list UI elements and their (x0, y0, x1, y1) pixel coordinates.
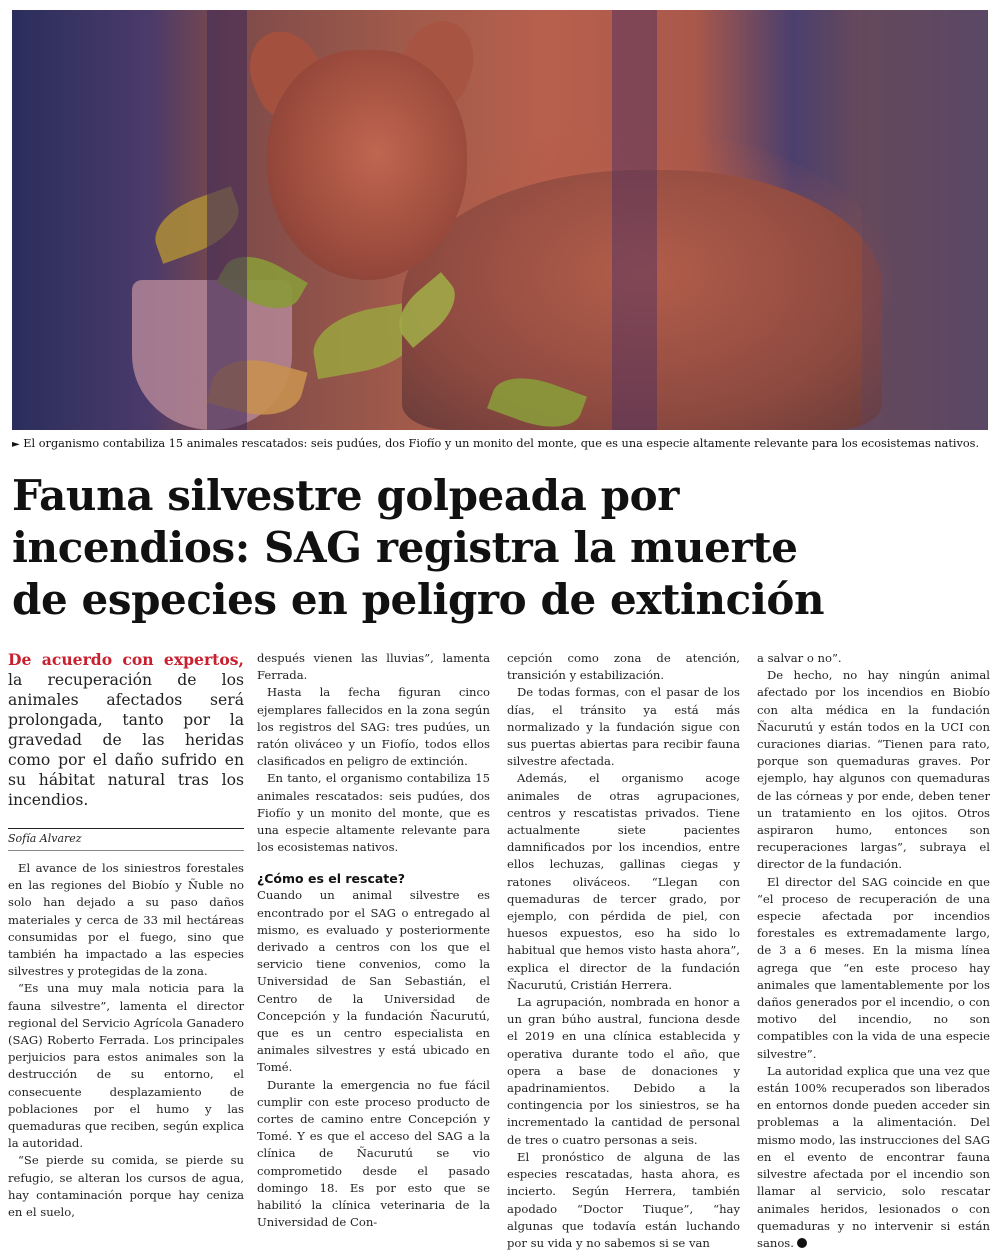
headline-line: de especies en peligro de extinción (12, 575, 825, 624)
paragraph: En tanto, el organismo contabiliza 15 animales rescatados: seis pudúes, dos Fiofío y un monito del monte, que es una especie altamente relevante para los ecosistemas nativos. (257, 771, 490, 855)
article-headline (12, 470, 988, 626)
article-column-2 (257, 650, 490, 1232)
paragraph: a salvar o no”. (757, 651, 842, 665)
animal-head (267, 50, 467, 280)
lead-text: la recuperación de los animales afectados será prolongada, tanto por la gravedad de las heridas como por el daño sufrido en su hábitat natural tras los incendios. (8, 671, 244, 809)
cage-bar (862, 10, 988, 430)
caption-arrow-icon: ► (12, 439, 20, 450)
caption-text: El organismo contabiliza 15 animales rescatados: seis pudúes, dos Fiofío y un monito del monte, que es una especie altamente relevante para los ecosistemas nativos. (23, 437, 980, 450)
article-column-1 (8, 650, 244, 1221)
paragraph-text: La autoridad explica que una vez que están 100% recuperados son liberados en entornos donde pueden acceder sin problemas a la alimentación. Del mismo modo, las instrucciones del SAG en el evento de encontrar fauna silvestre afectada por el incendio son llamar al servicio, solo rescatar animales heridos, lesionados o con quemaduras y no intervenir si están sanos. (757, 1063, 990, 1250)
paragraph: Hasta la fecha figuran cinco ejemplares fallecidos en la zona según los registros del SAG: tres pudúes, un ratón oliváceo y un Fiofío, todos ellos clasificados en peligro de extinción. (257, 685, 490, 769)
paragraph: después vienen las lluvias”, lamenta Ferrada. (257, 651, 490, 683)
lead-highlight: De acuerdo con expertos, (8, 650, 244, 669)
paragraph: El avance de los siniestros forestales en las regiones del Biobío y Ñuble no solo han dejado a su paso daños materiales y cerca de 33 mil hectáreas consumidas por el fuego, sino que también ha impactado a las especies silvestres y protegidas de la zona. (8, 861, 244, 979)
article-column-4 (757, 650, 990, 1252)
headline-line: Fauna silvestre golpeada por (12, 471, 679, 520)
paragraph: De todas formas, con el pasar de los días, el tránsito ya está más normalizado y la fundación sigue con sus puertas abiertas para recibir fauna silvestre afectada. (507, 685, 740, 769)
article-column-3 (507, 650, 740, 1252)
paragraph: De hecho, no hay ningún animal afectado por los incendios en Biobío con alta médica en la fundación Ñacurutú y están todos en la UCI con curaciones diarias. “Tienen para rato, porque son quemaduras graves. Por ejemplo, hay algunos con quemaduras de las córneas y por ende, deben tener un tratamiento en los ojitos. Otros aspiraron humo, entonces son recuperaciones largas”, subraya el director de la fundación. (757, 668, 990, 872)
section-subhead: ¿Cómo es el rescate? (257, 871, 405, 887)
paragraph-final (757, 1063, 990, 1252)
paragraph: “Es una muy mala noticia para la fauna silvestre”, lamenta el director regional del Servicio Agrícola Ganadero (SAG) Roberto Ferrada. Los principales perjuicios para estos animales son la destrucción de su entorno, el consecuente desplazamiento de poblaciones por el humo y las quemaduras que reciben, según explica la autoridad. (8, 981, 244, 1151)
photo-caption (12, 437, 988, 452)
paragraph: La agrupación, nombrada en honor a un gran búho austral, funciona desde el 2019 en una clínica establecida y operativa durante todo el año, que opera a base de donaciones y apadrinamientos. Debido a la contingencia por los siniestros, se ha incrementado la cantidad de personal de tres o cuatro personas a seis. (507, 995, 740, 1147)
cage-bar (207, 10, 247, 430)
paragraph: Cuando un animal silvestre es encontrado por el SAG o entregado al mismo, es evaluado y posteriormente derivado a centros con los que el servicio tiene convenios, como la Universidad de San Sebastián, el Centro de la Universidad de Concepción y la fundación Ñacurutú, que es un centro especialista en animales silvestres y está ubicado en Tomé. (257, 888, 490, 1075)
article-lead (8, 650, 244, 810)
cage-bar (612, 10, 657, 430)
paragraph: El pronóstico de alguna de las especies rescatadas, hasta ahora, es incierto. Según Herrera, también apodado “Doctor Tiuque”, “hay algunas que todavía están luchando por su vida y no sabemos si se van (507, 1149, 740, 1250)
byline: Sofía Alvarez (8, 828, 244, 851)
headline-line: incendios: SAG registra la muerte (12, 523, 798, 572)
paragraph: El director del SAG coincide en que “el proceso de recuperación de una especie afectada por incendios forestales es extremadamente largo, de 3 a 6 meses. En la misma línea agrega que “en este proceso hay animales que lamentablemente por los daños generados por el incendio, o con motivo del incendio, no son compatibles con la vida de una especie silvestre”. (757, 874, 990, 1061)
paragraph: Durante la emergencia no fue fácil cumplir con este proceso producto de cortes de camino entre Concepción y Tomé. Y es que el acceso del SAG a la clínica de Ñacurutú se vio comprometido desde el pasado domingo 18. Es por esto que se habilitó la clínica veterinaria de la Universidad de Con- (257, 1077, 490, 1230)
end-mark-icon (797, 1238, 807, 1248)
paragraph: Además, el organismo acoge animales de otras agrupaciones, centros y rescatistas privados. Tiene actualmente siete pacientes damnificados por los incendios, entre ellos lechuzas, gallinas ciegas y ratones oliváceos. “Llegan con quemaduras de tercer grado, por ejemplo, con pérdida de piel, con huesos expuestos, eso ha sido lo habitual que hemos visto hasta ahora”, explica el director de la fundación Ñacurutú, Cristián Herrera. (507, 771, 740, 992)
paragraph: “Se pierde su comida, se pierde su refugio, se alteran los cursos de agua, hay contaminación porque hay ceniza en el suelo, (8, 1153, 244, 1220)
article-photo (12, 10, 988, 430)
paragraph: cepción como zona de atención, transición y estabilización. (507, 651, 740, 683)
